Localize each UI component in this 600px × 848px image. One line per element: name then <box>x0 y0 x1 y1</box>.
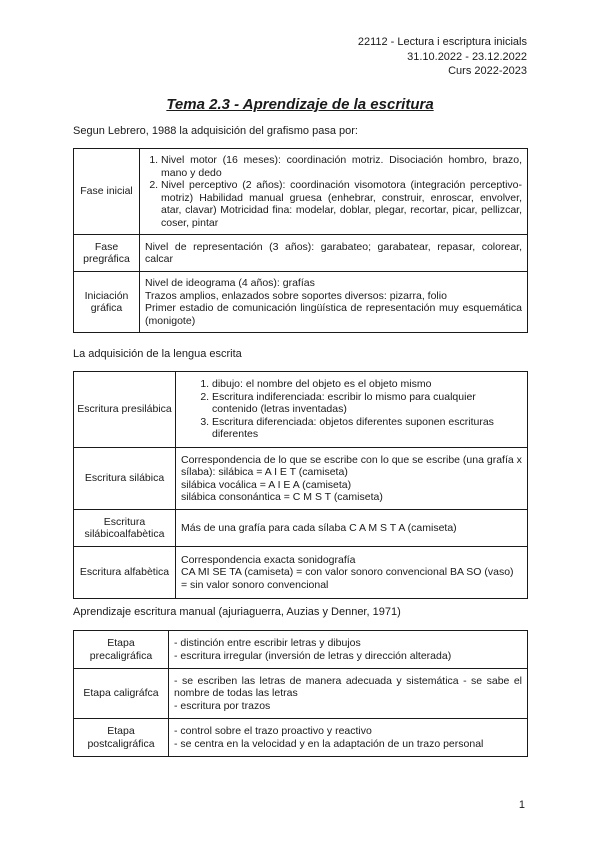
row-label: Fase pregráfica <box>74 235 140 272</box>
document-header <box>358 35 527 79</box>
text-line: Trazos amplios, enlazados sobre soportes diversos: pizarra, folio <box>145 289 447 302</box>
page-number: 1 <box>518 799 525 811</box>
lengua-escrita-table <box>73 371 528 599</box>
row-label: Etapa caligráfca <box>74 669 169 719</box>
row-label: Fase inicial <box>74 149 140 235</box>
row-content <box>169 719 528 757</box>
text-line: - escritura por trazos <box>174 699 271 712</box>
text-line: Correspondencia exacta sonidografía <box>181 553 356 566</box>
row-content <box>169 631 528 669</box>
text-line: - distinción entre escribir letras y dibujos <box>174 637 361 649</box>
list-item: 3. Escritura diferenciada: objetos diferentes suponen escrituras diferentes <box>212 416 522 441</box>
intro-escritura-manual: Aprendizaje escritura manual (ajuriaguerra, Auzias y Denner, 1971) <box>73 606 401 618</box>
text-line: silábica vocálica = A I E A (camiseta) <box>181 478 352 491</box>
row-content <box>176 547 528 599</box>
table-row <box>74 272 528 333</box>
row-label: Etapa postcaligráfica <box>74 719 169 757</box>
text-line: Nivel de ideograma (4 años): grafías <box>145 277 315 289</box>
table-row <box>74 510 528 547</box>
row-content <box>176 448 528 510</box>
text-line: Primer estadio de comunicación lingüística de representación muy esquemática (monigote) <box>145 302 522 327</box>
table-row <box>74 448 528 510</box>
list-item: 2. Escritura indiferenciada: escribir lo mismo para cualquier contenido (letras inventadas) <box>212 391 522 416</box>
row-content: Más de una grafía para cada sílaba C A M S T A (camiseta) <box>176 510 528 547</box>
table-row <box>74 149 528 235</box>
course-dates: 31.10.2022 - 23.12.2022 <box>407 50 527 63</box>
list-item: 1. dibujo: el nombre del objeto es el objeto mismo <box>212 378 522 391</box>
list-item: 1. Nivel motor (16 meses): coordinación motriz. Disociación hombro, brazo, mano y dedo <box>161 154 522 179</box>
row-label: Escritura silábicoalfabètica <box>74 510 176 547</box>
table-row <box>74 669 528 719</box>
row-content <box>140 149 528 235</box>
course-title: 22112 - Lectura i escriptura inicials <box>357 36 527 48</box>
course-year: Curs 2022-2023 <box>448 65 527 77</box>
row-label: Iniciación gráfica <box>74 272 140 333</box>
text-line: silábica consonántica = C M S T (camiseta) <box>181 491 383 503</box>
text-line: CA MI SE TA (camiseta) = con valor sonoro convencional BA SO (vaso) = sin valor sonoro convencional <box>181 566 514 591</box>
text-line: - control sobre el trazo proactivo y reactivo <box>174 725 372 737</box>
text-line: Correspondencia de lo que se escribe con lo que se escribe (una grafía x sílaba): silábica = A I E T (camiseta) <box>181 453 522 478</box>
text-line: - se centra en la velocidad y en la adaptación de un trazo personal <box>174 737 484 750</box>
row-label: Escritura presilábica <box>74 372 176 448</box>
text-line: - se escriben las letras de manera adecuada y sistemática - se sabe el nombre de todas las letras <box>174 674 522 700</box>
row-content <box>176 372 528 448</box>
table-row <box>74 235 528 272</box>
row-content <box>169 669 528 719</box>
row-content <box>140 272 528 333</box>
row-label: Escritura alfabètica <box>74 547 176 599</box>
row-label: Escritura silábica <box>74 448 176 510</box>
list-item: 2. Nivel perceptivo (2 años): coordinación visomotora (integración perceptivo-motriz) Habilidad manual gruesa (enhebrar, construir, enroscar, envolver, atar, clavar) Motricidad fina: modelar, doblar, plegar, recortar, picar, pellizcar, coser, pintar <box>161 179 522 229</box>
table-row <box>74 372 528 448</box>
text-line: - escritura irregular (inversión de letras y dirección alterada) <box>174 649 452 662</box>
page-title: Tema 2.3 - Aprendizaje de la escritura <box>166 96 434 113</box>
table-row <box>74 631 528 669</box>
escritura-manual-table <box>73 630 528 757</box>
grafismo-table <box>73 148 528 333</box>
row-label: Etapa precaligráfica <box>74 631 169 669</box>
row-content: Nivel de representación (3 años): garabateo; garabatear, repasar, colorear, calcar <box>140 235 528 272</box>
table-row <box>74 547 528 599</box>
intro-lengua-escrita: La adquisición de la lengua escrita <box>73 348 242 360</box>
intro-grafismo: Segun Lebrero, 1988 la adquisición del grafismo pasa por: <box>73 125 358 137</box>
table-row <box>74 719 528 757</box>
